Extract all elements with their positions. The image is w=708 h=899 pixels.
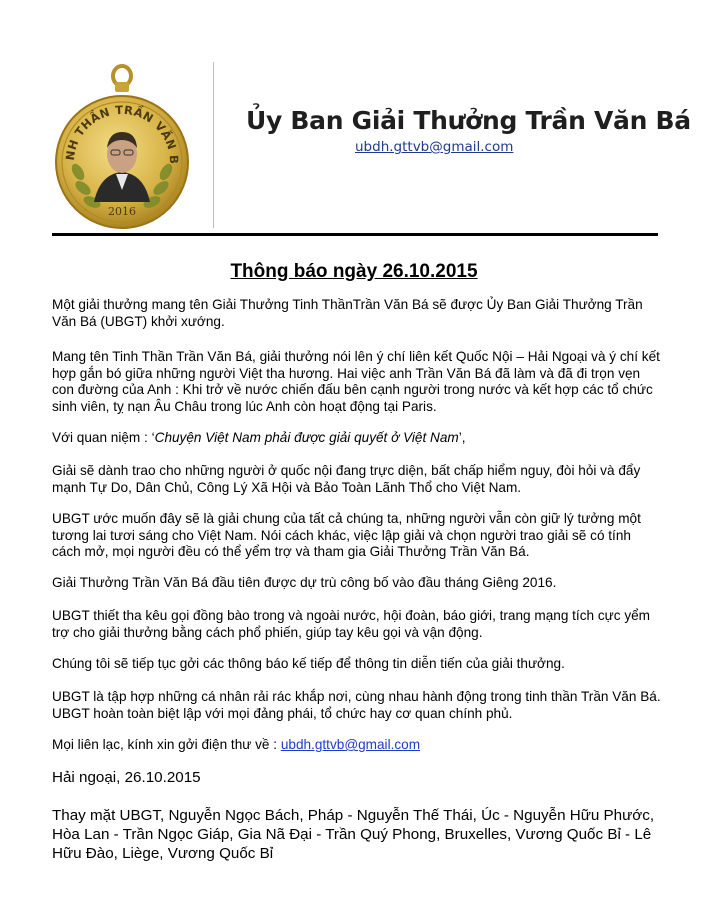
quote-text: Chuyện Việt Nam phải được giải quyết ở Việt Nam [154, 430, 459, 445]
contact-label: Mọi liên lạc, kính xin gởi điện thư về : [52, 737, 281, 752]
paragraph-3 [52, 430, 662, 447]
header-divider [213, 62, 214, 228]
signatories: Thay mặt UBGT, Nguyễn Ngọc Bách, Pháp - Nguyễn Thế Thái, Úc - Nguyễn Hữu Phước, Hòa Lan - Trần Ngọc Giáp, Gia Nã Đại - Trần Quý Phong, Bruxelles, Vương Quốc Bỉ - Lê Hữu Đào, Liège, Vương Quốc Bỉ [52, 807, 655, 862]
header-rule [52, 233, 658, 236]
paragraph-1: Một giải thưởng mang tên Giải Thưởng Tinh ThầnTrần Văn Bá sẽ được Ủy Ban Giải Thưởng Trần Văn Bá (UBGT) khởi xướng. [52, 297, 643, 329]
paragraph-9: UBGT là tập hợp những cá nhân rải rác khắp nơi, cùng nhau hành động trong tinh thần Trần Văn Bá. UBGT hoàn toàn biệt lập với mọi đảng phái, tổ chức hay cơ quan chính phủ. [52, 689, 661, 721]
paragraph-5: UBGT ước muốn đây sẽ là giải chung của tất cả chúng ta, những người vẫn còn giữ lý tưởng một tương lai tươi sáng cho Việt Nam. Nói cách khác, việc lập giải và chọn người trao giải sẽ có tính cách mở, mọi người đều có thể yểm trợ và tham gia Giải Thưởng Trần Văn Bá. [52, 511, 641, 559]
paragraph-4: Giải sẽ dành trao cho những người ở quốc nội đang trực diện, bất chấp hiểm nguy, đòi hỏi và đẩy mạnh Tự Do, Dân Chủ, Công Lý Xã Hội và Bảo Toàn Lãnh Thổ cho Việt Nam. [52, 463, 641, 495]
quote-intro: Với quan niệm : ‘ [52, 430, 155, 445]
notice-title-text: Thông báo ngày 26.10.2015 [230, 261, 478, 282]
paragraph-7: UBGT thiết tha kêu gọi đồng bào trong và ngoài nước, hội đoàn, báo giới, trang mạng tích cực yểm trợ cho giải thưởng bằng cách phổ phiến, giúp tay kêu gọi và vận động. [52, 608, 650, 640]
svg-text:TINH THẦN TRẦN VĂN BÁ: NH THẦN TRẦN VĂN B [62, 102, 182, 165]
paragraph-8: Chúng tôi sẽ tiếp tục gởi các thông báo kế tiếp để thông tin diễn tiến của giải thưởng. [52, 656, 565, 671]
notice-title [0, 261, 708, 283]
quote-end: ’, [458, 430, 466, 445]
paragraph-6: Giải Thưởng Trần Văn Bá đầu tiên được dự trù công bố vào đầu tháng Giêng 2016. [52, 575, 557, 590]
header-email-link[interactable]: ubdh.gttvb@gmail.com [355, 139, 514, 155]
medal-year: 2016 [108, 205, 136, 218]
place-date: Hải ngoại, 26.10.2015 [52, 769, 201, 786]
org-name: Ủy Ban Giải Thưởng Trần Văn Bá [246, 106, 691, 135]
contact-email-link[interactable]: ubdh.gttvb@gmail.com [280, 737, 421, 752]
contact-line [52, 737, 662, 754]
medal-icon [52, 62, 192, 230]
paragraph-2: Mang tên Tinh Thần Trần Văn Bá, giải thưởng nói lên ý chí liên kết Quốc Nội – Hải Ngoại và ý chí kết hợp gắn bó giữa những người Việt tha hương. Hai việc anh Trần Văn Bá đã làm và đã đi trọn vẹn con đường của Anh : Khi trở về nước chiến đấu bên cạnh người trong nước và kết hợp các tổ chức sinh viên, tỵ nạn Âu Châu trong lúc Anh còn hoạt động tại Paris. [52, 349, 660, 414]
medal-logo [52, 62, 192, 230]
